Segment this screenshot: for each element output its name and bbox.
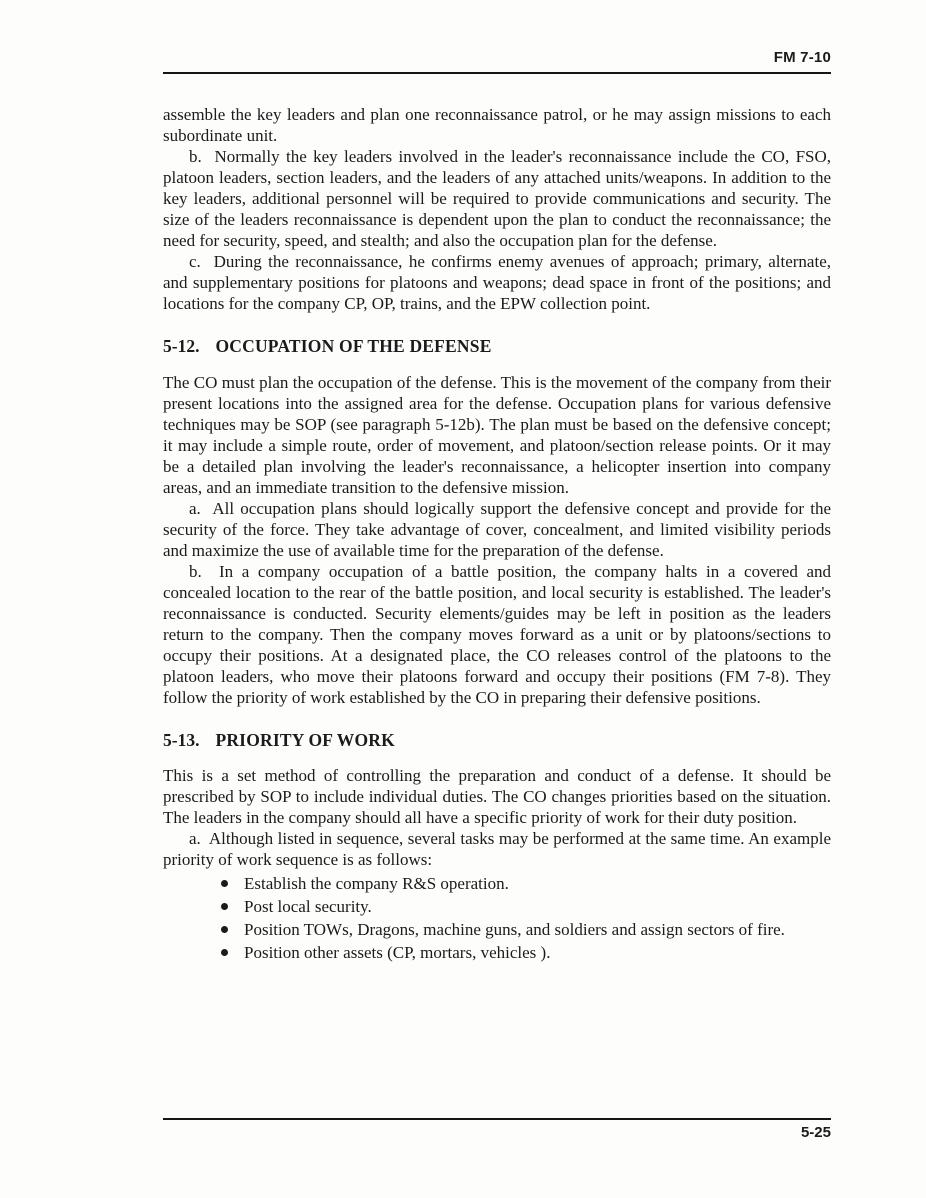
section-heading-5-13 — [163, 730, 831, 751]
paragraph-continuation: assemble the key leaders and plan one reconnaissance patrol, or he may assign missions to each subordinate unit. — [163, 105, 831, 145]
list-item — [163, 896, 831, 917]
section-heading-5-12 — [163, 336, 831, 357]
document-id: FM 7-10 — [773, 49, 831, 66]
list-item-text: Post local security. — [244, 897, 372, 917]
paragraph-5-12-lead: The CO must plan the occupation of the defense. This is the movement of the company from their present locations into the assigned area for the defense. Occupation plans for various defensive techniques may be SOP (see paragraph 5-12b). The plan must be based on the defensive concept; it may include a simple route, order of movement, and platoon/section release points. Or it may be a detailed plan involving the leader's reconnaissance, a helicopter insertion into company areas, and an immediate transition to the defensive mission. — [163, 372, 831, 497]
list-item — [163, 873, 831, 894]
list-item-text: Position TOWs, Dragons, machine guns, and soldiers and assign sectors of fire. — [244, 920, 785, 940]
section-number: 5-12. — [163, 336, 200, 356]
page-content — [163, 104, 831, 963]
list-item-text: Establish the company R&S operation. — [244, 874, 509, 894]
paragraph-5-13a: a. Although listed in sequence, several tasks may be performed at the same time. An example priority of work sequence is as follows: — [163, 829, 831, 870]
page-footer — [163, 1118, 831, 1141]
section-number: 5-13. — [163, 729, 200, 750]
bullet-icon — [221, 880, 228, 887]
paragraph-5-12b: b. In a company occupation of a battle position, the company halts in a covered and concealed location to the rear of the battle position, and local security is established. The leader's reconnaissance is conducted. Security elements/guides may be left in position as the leaders return to the company. Then the company moves forward as a unit or by platoons/sections to occupy their positions. At a designated place, the CO releases control of the platoons to the platoon leaders, who move their platoons forward and occupy their positions (FM 7-8). They follow the priority of work established by the CO in preparing their defensive positions. — [163, 561, 831, 707]
paragraph-5-13-lead: This is a set method of controlling the preparation and conduct of a defense. It should be prescribed by SOP to include individual duties. The CO changes priorities based on the situation. The leaders in the company should all have a specific priority of work for their duty position. — [163, 766, 831, 828]
list-item — [163, 942, 831, 963]
section-title: PRIORITY OF WORK — [215, 729, 395, 750]
section-title: OCCUPATION OF THE DEFENSE — [215, 336, 492, 356]
priority-of-work-list — [163, 873, 831, 963]
paragraph-11b: b. Normally the key leaders involved in the leader's reconnaissance include the CO, FSO, platoon leaders, section leaders, and the leaders of any attached units/weapons. In addition to the key leaders, additional personnel will be required to provide communications and security. The size of the leaders reconnaissance is dependent upon the plan to conduct the reconnaissance; the need for security, speed, and stealth; and also the occupation plan for the defense. — [163, 147, 831, 250]
page-number: 5-25 — [800, 1124, 831, 1141]
paragraph-11c: c. During the reconnaissance, he confirms enemy avenues of approach; primary, alternate, and supplementary positions for platoons and weapons; dead space in front of the positions; and locations for the company CP, OP, trains, and the EPW collection point. — [163, 252, 831, 313]
paragraph-5-12a: a. All occupation plans should logically support the defensive concept and provide for the security of the force. They take advantage of cover, concealment, and limited visibility periods and maximize the use of available time for the preparation of the defense. — [163, 498, 831, 560]
bullet-icon — [221, 903, 228, 910]
bullet-icon — [221, 926, 228, 933]
list-item-text: Position other assets (CP, mortars, vehicles ). — [244, 943, 551, 963]
bullet-icon — [221, 949, 228, 956]
page-header — [163, 49, 831, 74]
list-item — [163, 919, 831, 940]
